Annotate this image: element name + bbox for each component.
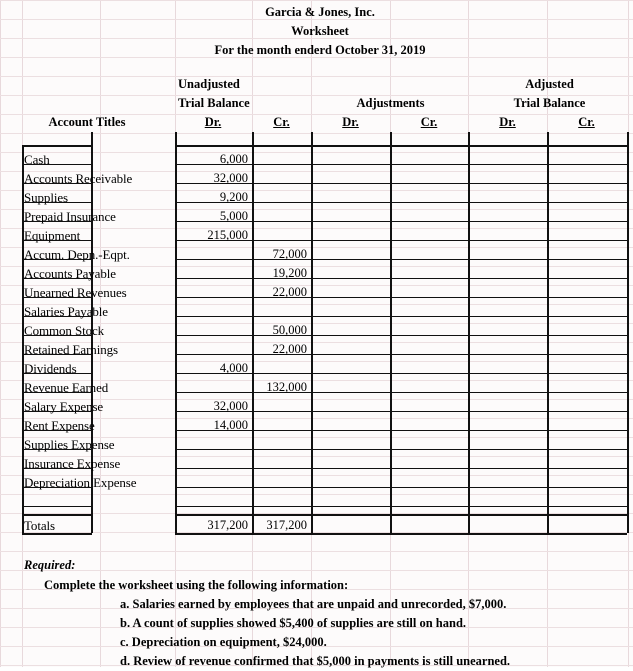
row-3-title: Prepaid Insurance — [24, 209, 116, 224]
rule-row-underline-title — [22, 506, 92, 507]
row-14-title: Rent Expense — [24, 418, 95, 433]
row-14-utb-dr: 14,000 — [213, 418, 248, 432]
header-atb-dr: Dr. — [499, 115, 516, 129]
row-12-utb-cr: 132,000 — [266, 380, 307, 394]
rule-body-top-amounts — [175, 145, 627, 147]
group-adjustments: Adjustments — [356, 96, 425, 110]
rule-row-underline-amounts — [175, 468, 627, 469]
row-1-utb-dr: 32,000 — [213, 171, 248, 185]
period-line: For the month enderd October 31, 2019 — [214, 43, 426, 57]
row-0-utb-dr: 6,000 — [219, 152, 248, 166]
row-0-title: Cash — [24, 152, 50, 167]
row-17-title: Depreciation Expense — [24, 475, 137, 490]
header-account-titles: Account Titles — [48, 115, 126, 129]
header-adj-dr: Dr. — [342, 115, 359, 129]
row-11-utb-dr: 4,000 — [219, 361, 248, 375]
row-9-utb-cr: 50,000 — [272, 323, 307, 337]
row-7-utb-cr: 22,000 — [272, 285, 307, 299]
row-3-utb-dr: 5,000 — [219, 209, 248, 223]
row-8-title: Salaries Payable — [24, 304, 108, 319]
grid-row-line — [0, 494, 633, 495]
rule-row-underline-amounts — [175, 506, 627, 507]
row-6-title: Accounts Payable — [24, 266, 116, 281]
required-item-0: a. Salaries earned by employees that are unpaid and unrecorded, $7,000. — [120, 597, 507, 611]
row-2-title: Supplies — [24, 190, 68, 205]
totals-row-utb-cr: 317,200 — [266, 518, 307, 532]
rule-amount-col-3 — [390, 132, 392, 533]
document-type: Worksheet — [291, 24, 349, 38]
header-adj-cr: Cr. — [420, 115, 438, 129]
row-4-utb-dr: 215,000 — [207, 228, 248, 242]
rule-amount-col-2 — [311, 132, 313, 533]
row-13-title: Salary Expense — [24, 399, 104, 414]
required-item-2: c. Depreciation on equipment, $24,000. — [120, 635, 327, 649]
required-item-3: d. Review of revenue confirmed that $5,000 in payments is still unearned. — [120, 654, 511, 668]
rule-amount-col-6 — [627, 132, 629, 533]
row-13-utb-dr: 32,000 — [213, 399, 248, 413]
required-item-1: b. A count of supplies showed $5,400 of supplies are still on hand. — [120, 616, 467, 630]
row-4-title: Equipment — [24, 228, 81, 243]
grid-row-line — [0, 551, 633, 552]
row-6-utb-cr: 19,200 — [272, 266, 307, 280]
header-utb-dr: Dr. — [204, 115, 222, 129]
required-prompt: Complete the worksheet using the following information: — [44, 578, 349, 592]
group-adjusted-line1: Adjusted — [525, 77, 574, 91]
group-adjusted-line2: Trial Balance — [513, 96, 586, 110]
rule-body-top-title — [22, 145, 92, 147]
rule-row-underline-amounts — [175, 316, 627, 317]
row-12-title: Revenue Earned — [24, 380, 109, 395]
grid-row-line — [0, 0, 633, 1]
rule-row-underline-amounts — [175, 449, 627, 450]
row-5-title: Accum. Depn.-Eqpt. — [24, 247, 130, 262]
totals-row-title: Totals — [24, 518, 55, 533]
rule-amount-col-5 — [547, 132, 549, 533]
row-10-utb-cr: 22,000 — [272, 342, 307, 356]
row-5-utb-cr: 72,000 — [272, 247, 307, 261]
rule-amount-col-4 — [468, 132, 470, 533]
row-16-title: Insurance Expense — [24, 456, 121, 471]
row-1-title: Accounts Receivable — [24, 171, 133, 186]
group-unadjusted-line2: Trial Balance — [178, 96, 250, 110]
required-label: Required: — [24, 558, 76, 572]
totals-row-utb-dr: 317,200 — [207, 518, 248, 532]
row-2-utb-dr: 9,200 — [219, 190, 248, 204]
group-unadjusted-line1: Unadjusted — [178, 77, 240, 91]
row-9-title: Common Stock — [24, 323, 105, 338]
grid-row-line — [0, 133, 633, 134]
rule-row-underline-amounts — [175, 487, 627, 488]
row-10-title: Retained Earnings — [24, 342, 118, 357]
header-atb-cr: Cr. — [578, 115, 595, 129]
header-utb-cr: Cr. — [273, 115, 290, 129]
company-name: Garcia & Jones, Inc. — [265, 5, 375, 19]
row-11-title: Dividends — [24, 361, 77, 376]
row-7-title: Unearned Revenues — [24, 285, 127, 300]
grid-column-line-0 — [0, 0, 1, 667]
row-15-title: Supplies Expense — [24, 437, 115, 452]
